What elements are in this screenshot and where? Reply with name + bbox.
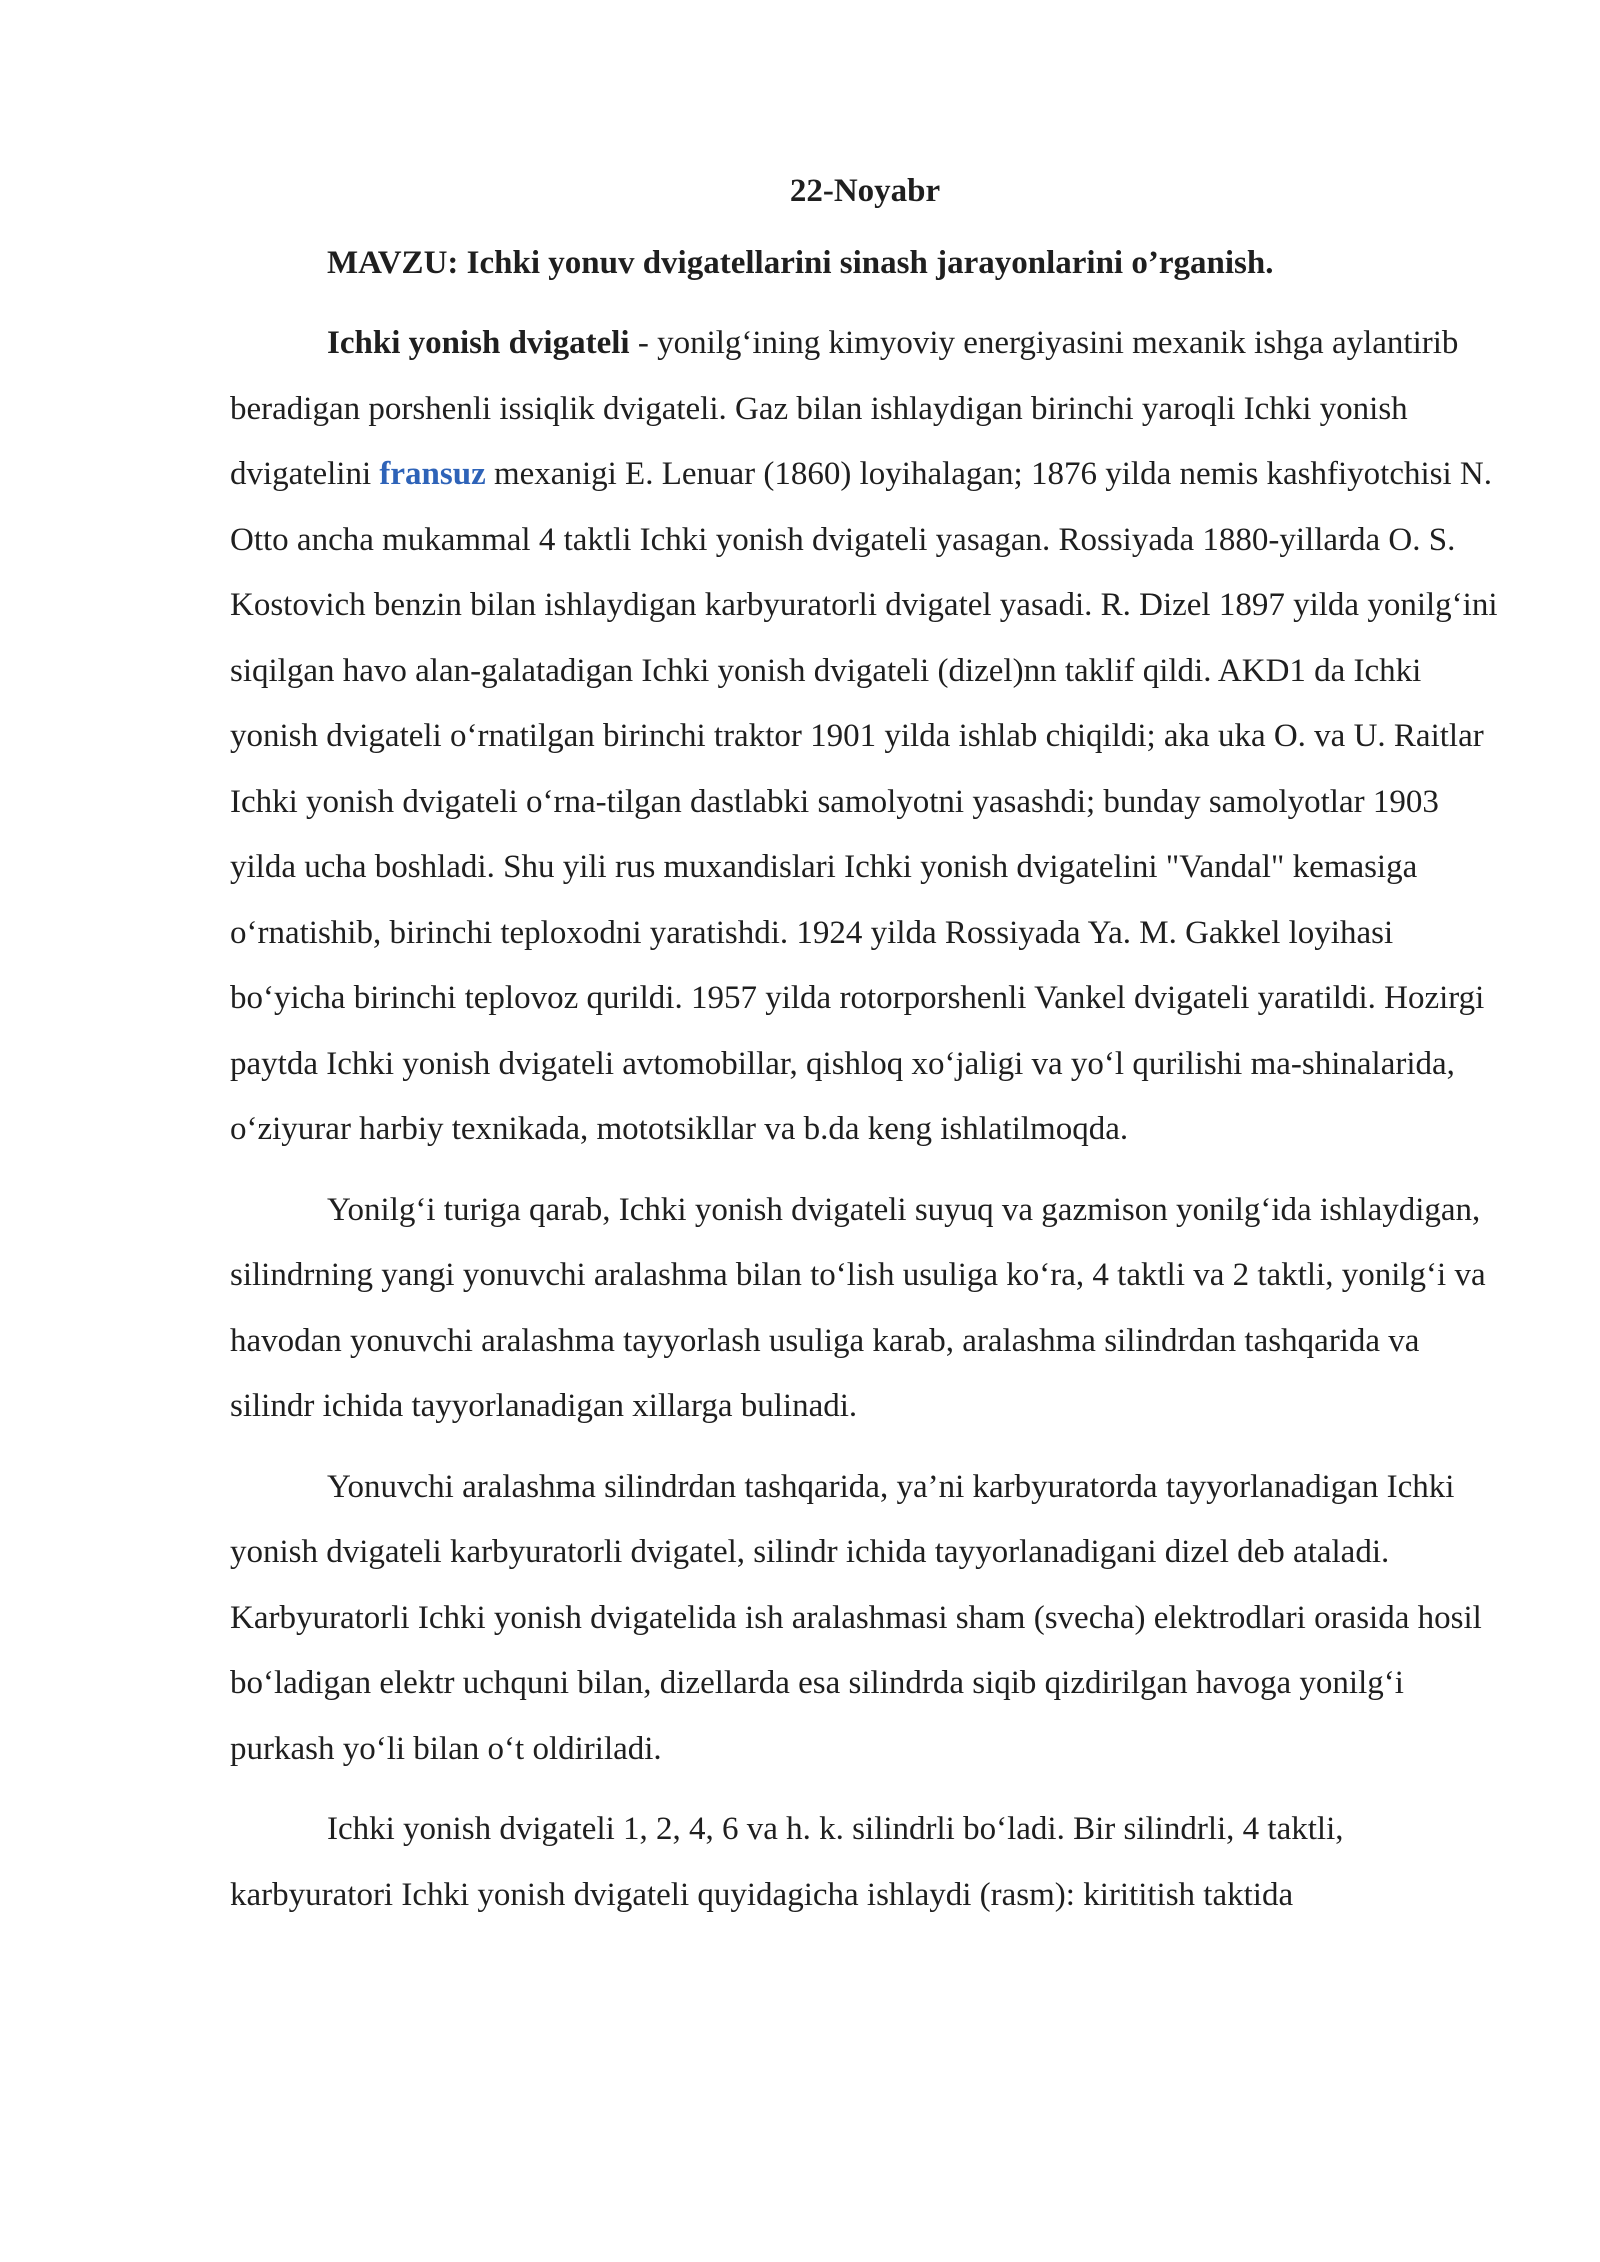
paragraph-4: Ichki yonish dvigateli 1, 2, 4, 6 va h. k. silindrli bo‘ladi. Bir silindrli, 4 taktli, karbyuratori Ichki yonish dvigateli quyidagicha ishlaydi (rasm): kirititish taktida	[230, 1811, 1344, 1913]
paragraph-3: Yonuvchi aralashma silindrdan tashqarida, ya’ni karbyuratorda tayyorlanadigan Ichki yonish dvigateli karbyuratorli dvigatel, silindr ichida tayyorlanadigani dizel deb ataladi. Karbyuratorli Ichki yonish dvigatelida ish aralashmasi sham (svecha) elektrodlari orasida hosil bo‘ladigan elektr uchquni bilan, dizellarda esa silindrda siqib qizdirilgan havoga yonilg‘i purkash yo‘li bilan o‘t oldiriladi.	[230, 1468, 1482, 1767]
paragraph-1-text-after-link: mexanigi E. Lenuar (1860) loyihalagan; 1876 yilda nemis kashfiyotchisi N. Otto ancha mukammal 4 taktli Ichki yonish dvigateli yasagan. Rossiyada 1880-yillarda O. S. Kostovich benzin bilan ishlaydigan karbyuratorli dvigatel yasadi. R. Dizel 1897 yilda yonilg‘ini siqilgan havo alan-galatadigan Ichki yonish dvigateli (dizel)nn taklif qildi. AKD1 da Ichki yonish dvigateli o‘rnatilgan birinchi traktor 1901 yilda ishlab chiqildi; aka uka O. va U. Raitlar Ichki yonish dvigateli o‘rna-tilgan dastlabki samolyotni yasashdi; bunday samolyotlar 1903 yilda ucha boshladi. Shu yili rus muxandislari Ichki yonish dvigatelini "Vandal" kemasiga o‘rnatishib, birinchi teploxodni yaratishdi. 1924 yilda Rossiyada Ya. M. Gakkel loyihasi bo‘yicha birinchi teplovoz qurildi. 1957 yilda rotorporshenli Vankel dvigateli yaratildi. Hozirgi paytda Ichki yonish dvigateli avtomobillar, qishloq xo‘jaligi va yo‘l qurilishi ma-shinalarida, o‘ziyurar harbiy texnikada, mototsikllar va b.da keng ishlatilmoqda.	[230, 456, 1498, 1147]
document-topic: MAVZU: Ichki yonuv dvigatellarini sinash jarayonlarini o’rganish.	[327, 245, 1274, 281]
document-date: 22-Noyabr	[789, 173, 941, 209]
paragraph-2: Yonilg‘i turiga qarab, Ichki yonish dvigateli suyuq va gazmison yonilg‘ida ishlaydigan, silindrning yangi yonuvchi aralashma bilan to‘lish usuliga ko‘ra, 4 taktli va 2 taktli, yonilg‘i va havodan yonuvchi aralashma tayyorlash usuliga karab, aralashma silindrdan tashqarida va silindr ichida tayyorlanadigan xillarga bulinadi.	[230, 1191, 1486, 1424]
fransuz-link[interactable]: fransuz	[379, 456, 486, 492]
document-page	[230, 165, 1500, 1943]
paragraph-1	[230, 311, 1500, 1163]
paragraph-1-lead-term: Ichki yonish dvigateli	[327, 325, 630, 361]
paragraph-1-text-before-link: - yonilg‘ining kimyoviy energiyasini mexanik ishga aylantirib beradigan porshenli issiqlik dvigateli. Gaz bilan ishlaydigan birinchi yaroqli Ichki yonish dvigatelini	[230, 325, 1459, 492]
